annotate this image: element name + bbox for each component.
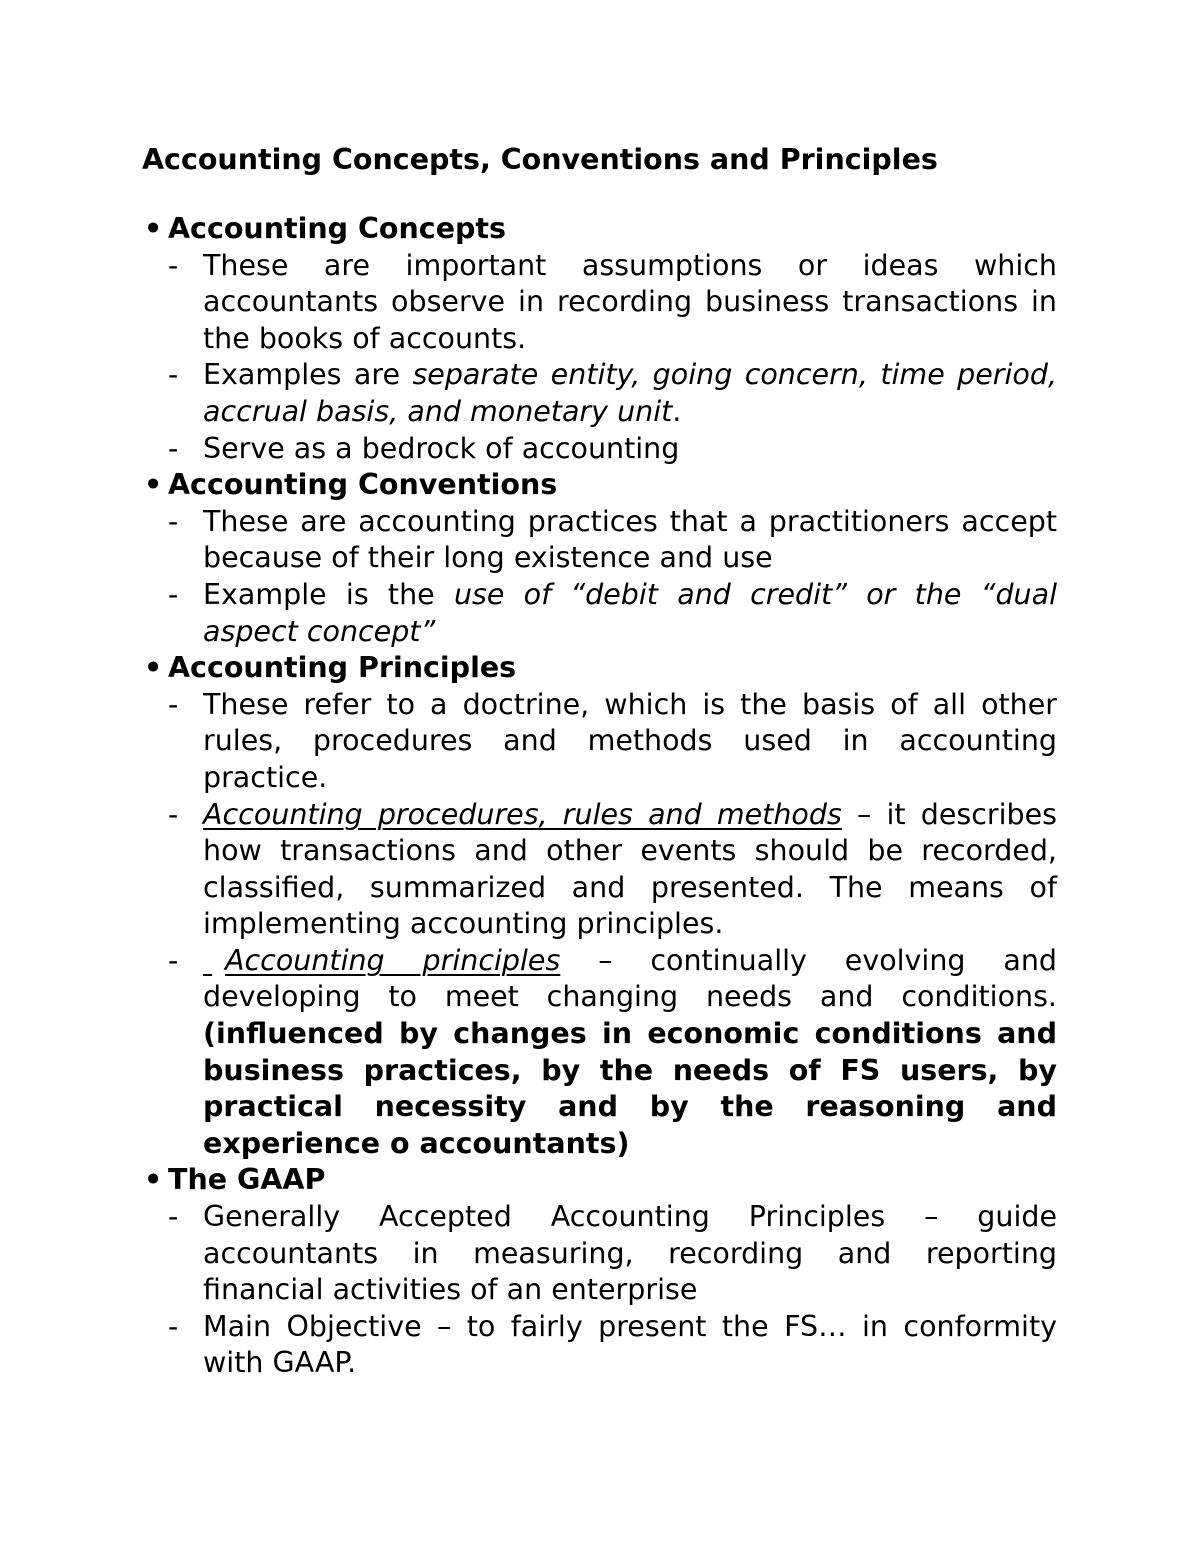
dash-icon: - xyxy=(168,248,179,282)
list-item xyxy=(142,504,1057,577)
underline-spacer xyxy=(203,943,225,980)
dash-icon: - xyxy=(168,1309,179,1343)
bullet-icon: • xyxy=(144,651,163,685)
dash-icon: - xyxy=(168,943,179,977)
dash-icon: - xyxy=(168,504,179,538)
item-text-prefix: Examples are xyxy=(203,358,413,392)
list-item xyxy=(142,431,1057,468)
item-text-bold: (influenced by changes in economic conditions and business practices, by the needs of FS users, by practical necessity and by the reasoning and experience o accountants) xyxy=(203,1017,1057,1160)
item-text: These are accounting practices that a practitioners accept because of their long existence and use xyxy=(203,504,1057,575)
document-body xyxy=(142,211,1057,1382)
item-text: – continually evolving and developing to meet changing needs and conditions. xyxy=(203,943,1057,1014)
section-heading-label: Accounting Conventions xyxy=(168,468,558,502)
item-text-emphasis: separate entity, going concern, time period, accrual basis, and monetary unit xyxy=(203,358,1057,428)
dash-icon: - xyxy=(168,431,179,465)
list-item xyxy=(142,1199,1057,1309)
list-item xyxy=(142,1309,1057,1382)
list-item xyxy=(142,248,1057,358)
list-item xyxy=(142,357,1057,430)
section-heading-concepts xyxy=(142,211,1057,248)
item-text: These refer to a doctrine, which is the basis of all other rules, procedures and methods used in accounting practice. xyxy=(203,687,1057,794)
section-heading-label: Accounting Principles xyxy=(168,651,517,685)
section-heading-label: The GAAP xyxy=(168,1163,326,1197)
dash-icon: - xyxy=(168,687,179,721)
list-item xyxy=(142,577,1057,650)
section-heading-conventions xyxy=(142,467,1057,504)
list-item xyxy=(142,687,1057,797)
item-text: Serve as a bedrock of accounting xyxy=(203,431,680,465)
section-heading-gaap xyxy=(142,1162,1057,1199)
item-text-emphasis: use of “debit and credit” or the “dual aspect concept” xyxy=(203,577,1057,648)
list-item xyxy=(142,797,1057,943)
dash-icon: - xyxy=(168,577,179,611)
bullet-icon: • xyxy=(144,212,163,245)
item-term: Accounting procedures, rules and methods xyxy=(203,797,842,831)
section-heading-principles xyxy=(142,650,1057,687)
item-text: – it describes how transactions and other events should be recorded, classified, summarized and presented. The means of implementing accounting principles. xyxy=(203,797,1057,941)
bullet-icon: • xyxy=(144,468,163,502)
item-text: Generally Accepted Accounting Principles – guide accountants in measuring, recording and reporting financial activities of an enterprise xyxy=(203,1200,1057,1307)
dash-icon: - xyxy=(168,358,179,392)
dash-icon: - xyxy=(168,1200,179,1234)
dash-icon: - xyxy=(168,797,179,831)
document-title: Accounting Concepts, Conventions and Principles xyxy=(142,143,938,176)
list-item xyxy=(142,943,1057,1163)
item-text-prefix: Example is the xyxy=(203,577,454,611)
section-heading-label: Accounting Concepts xyxy=(168,212,507,245)
bullet-icon: • xyxy=(144,1163,163,1197)
item-text: These are important assumptions or ideas which accountants observe in recording business transactions in the books of accounts. xyxy=(203,248,1057,355)
item-text-suffix: . xyxy=(672,394,682,428)
item-text: Main Objective – to fairly present the FS… in conformity with GAAP. xyxy=(203,1309,1057,1380)
item-term: Accounting principles xyxy=(225,943,561,977)
